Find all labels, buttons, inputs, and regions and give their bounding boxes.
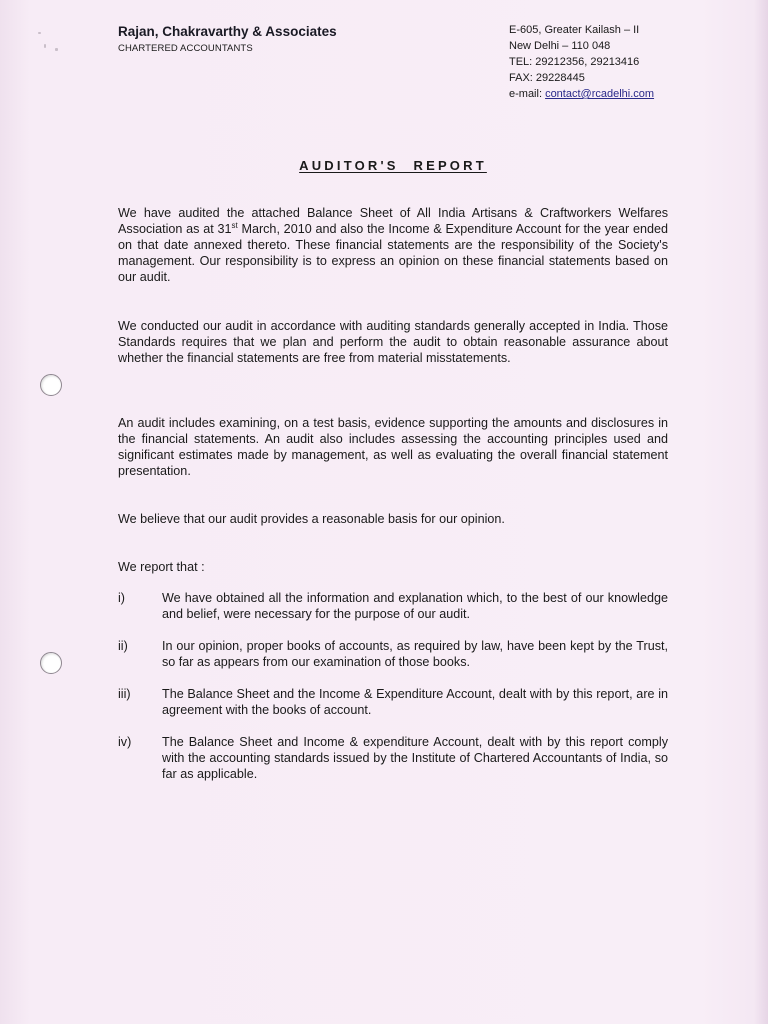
paragraph-basis-text: We believe that our audit provides a reasonable basis for our opinion. <box>118 512 505 526</box>
letterhead-address <box>509 22 654 102</box>
paragraph-scope-part-b: March, 2010 and also the Income & Expenditure Account for the year ended on that date annexed thereto. These financial statements are the responsibility of the Society's management. Our responsibility is to express an opinion on these financial statements based on our audit. <box>118 222 668 284</box>
email-link[interactable]: contact@rcadelhi.com <box>545 88 655 100</box>
report-item-text: In our opinion, proper books of accounts, as required by law, have been kept by the Trust, so far as appears from our examination of those books. <box>162 639 668 669</box>
paragraph-scope-text <box>118 205 668 285</box>
address-line-1: E-605, Greater Kailash – II <box>509 24 640 36</box>
firm-subtitle: CHARTERED ACCOUNTANTS <box>118 43 253 54</box>
punch-hole-top <box>40 374 62 396</box>
report-item-text: The Balance Sheet and Income & expenditure Account, dealt with by this report comply with the accounting standards issued by the Institute of Chartered Accountants of India, so far as applicable. <box>162 735 668 781</box>
paragraph-standards <box>118 318 668 366</box>
firm-name: Rajan, Chakravarthy & Associates <box>118 24 337 39</box>
date-ordinal-suffix: st <box>231 220 238 230</box>
email-line <box>509 86 654 102</box>
paragraph-audit-includes <box>118 415 668 479</box>
report-item-text: We have obtained all the information and explanation which, to the best of our knowledge and belief, were necessary for the purpose of our audit. <box>162 591 668 621</box>
telephone: TEL: 29212356, 29213416 <box>509 56 640 68</box>
scan-speck <box>44 44 46 48</box>
email-label: e-mail: <box>509 88 546 100</box>
report-title <box>0 158 768 173</box>
report-item <box>118 734 668 782</box>
page-edge-shadow <box>754 0 768 1024</box>
report-item-text: The Balance Sheet and the Income & Expenditure Account, dealt with by this report, are in agreement with the books of account. <box>162 687 668 717</box>
paragraph-report-intro-text: We report that : <box>118 560 205 574</box>
paragraph-audit-includes-text: An audit includes examining, on a test basis, evidence supporting the amounts and disclosures in the financial statements. An audit also includes assessing the accounting principles used and significant estimates made by management, as well as evaluating the overall financial statement presentation. <box>118 416 668 478</box>
punch-hole-bottom <box>40 652 62 674</box>
report-item-number: iv) <box>118 735 132 749</box>
report-title-text: AUDITOR'S REPORT <box>299 158 487 173</box>
scan-speck <box>38 32 41 34</box>
paragraph-basis <box>118 511 668 527</box>
paragraph-scope-part-a: We have audited the attached Balance Sheet of All India Artisans & Craftworkers Welfares Association as at 31 <box>118 206 668 236</box>
paragraph-scope <box>118 205 668 285</box>
scan-speck <box>55 48 58 51</box>
report-item-number: ii) <box>118 639 128 653</box>
report-item-number: i) <box>118 591 125 605</box>
report-item <box>118 638 668 670</box>
letterhead-firm <box>118 24 337 54</box>
report-item <box>118 686 668 718</box>
address-line-2: New Delhi – 110 048 <box>509 40 611 52</box>
report-item-number: iii) <box>118 687 131 701</box>
paragraph-standards-text: We conducted our audit in accordance with auditing standards generally accepted in India. Those Standards requires that we plan and perform the audit to obtain reasonable assurance about whether the financial statements are free from material misstatements. <box>118 319 668 365</box>
report-item <box>118 590 668 622</box>
paragraph-report-intro <box>118 559 668 575</box>
fax: FAX: 29228445 <box>509 72 585 84</box>
